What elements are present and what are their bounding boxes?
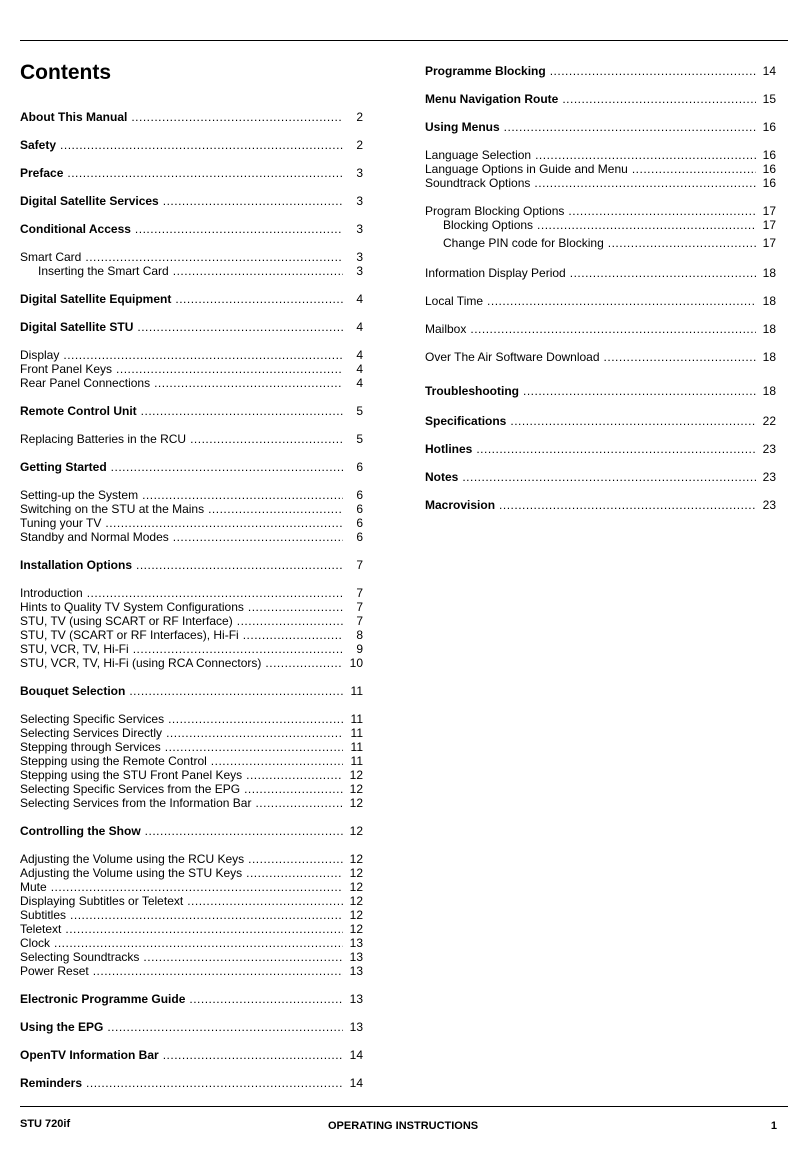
toc-entry [425, 294, 776, 308]
toc-entry-page: 12 [349, 908, 363, 922]
toc-entry-page: 11 [350, 740, 363, 754]
dot-leader [462, 470, 756, 484]
dot-leader [111, 460, 343, 474]
page-title: Contents [20, 61, 111, 84]
dot-leader [510, 414, 756, 428]
top-rule [20, 40, 788, 41]
toc-entry [20, 936, 363, 950]
toc-entry-page: 18 [762, 294, 776, 308]
toc-entry [20, 642, 363, 656]
toc-entry-title: Display [20, 348, 60, 362]
dot-leader [173, 264, 343, 278]
dot-leader [175, 292, 343, 306]
toc-entry [20, 558, 363, 572]
toc-entry-page: 13 [349, 1020, 363, 1034]
toc-entry [20, 1048, 363, 1062]
toc-entry-title: Standby and Normal Modes [20, 530, 169, 544]
toc-entry-title: Installation Options [20, 558, 133, 572]
toc-entry [20, 1076, 363, 1090]
toc-entry-page: 10 [349, 656, 363, 670]
toc-entry-title: Conditional Access [20, 222, 131, 236]
dot-leader [189, 992, 343, 1006]
toc-entry [425, 236, 776, 250]
toc-entry-page: 6 [356, 502, 363, 516]
toc-entry-page: 18 [762, 266, 776, 280]
dot-leader [93, 964, 343, 978]
dot-leader [141, 404, 343, 418]
toc-entry-page: 3 [356, 222, 363, 236]
toc-entry-title: Hints to Quality TV System Configurations [20, 600, 244, 614]
toc-entry-page: 7 [356, 586, 363, 600]
toc-entry-title: Change PIN code for Blocking [443, 236, 604, 250]
toc-entry-title: Setting-up the System [20, 488, 139, 502]
dot-leader [243, 628, 343, 642]
toc-entry-page: 13 [349, 950, 363, 964]
toc-entry-title: Remote Control Unit [20, 404, 137, 418]
toc-entry-title: Controlling the Show [20, 824, 141, 838]
toc-entry [20, 894, 363, 908]
dot-leader [142, 488, 343, 502]
toc-entry-page: 3 [356, 194, 363, 208]
toc-entry [425, 148, 776, 162]
toc-entry-title: About This Manual [20, 110, 128, 124]
toc-entry [20, 768, 363, 782]
toc-entry-title: Notes [425, 470, 459, 484]
toc-entry [425, 498, 776, 512]
toc-entry-title: Reminders [20, 1076, 83, 1090]
toc-entry-title: Stepping through Services [20, 740, 161, 754]
toc-entry-page: 11 [350, 726, 363, 740]
toc-entry-title: Rear Panel Connections [20, 376, 151, 390]
dot-leader [166, 726, 343, 740]
dot-leader [535, 148, 756, 162]
toc-entry [20, 754, 363, 768]
toc-entry-title: Specifications [425, 414, 507, 428]
dot-leader [131, 110, 343, 124]
toc-entry-title: Stepping using the Remote Control [20, 754, 207, 768]
toc-entry [425, 414, 776, 428]
toc-entry-title: Macrovision [425, 498, 496, 512]
toc-entry-title: Bouquet Selection [20, 684, 126, 698]
toc-entry [20, 166, 363, 180]
toc-entry-page: 13 [349, 936, 363, 950]
toc-entry-page: 5 [356, 404, 363, 418]
toc-entry [425, 64, 776, 78]
toc-entry [425, 442, 776, 456]
toc-entry [20, 516, 363, 530]
toc-entry-page: 4 [356, 292, 363, 306]
toc-entry [20, 712, 363, 726]
toc-entry [425, 384, 776, 398]
footer-page-number: 1 [770, 1120, 777, 1132]
toc-entry-title: Language Options in Guide and Menu [425, 162, 628, 176]
toc-entry-page: 17 [762, 236, 776, 250]
toc-entry-page: 16 [762, 176, 776, 190]
toc-entry-page: 15 [762, 92, 776, 106]
toc-entry-title: Front Panel Keys [20, 362, 113, 376]
toc-entry [20, 320, 363, 334]
toc-entry [20, 138, 363, 152]
toc-entry-title: Smart Card [20, 250, 82, 264]
dot-leader [65, 922, 343, 936]
dot-leader [70, 908, 343, 922]
toc-entry-page: 5 [356, 432, 363, 446]
toc-entry-page: 12 [349, 894, 363, 908]
dot-leader [211, 754, 343, 768]
toc-entry [425, 350, 776, 364]
toc-entry-page: 6 [356, 530, 363, 544]
dot-leader [504, 120, 756, 134]
toc-entry [425, 322, 776, 336]
dot-leader [248, 600, 343, 614]
toc-entry-title: Information Display Period [425, 266, 566, 280]
toc-entry-title: Menu Navigation Route [425, 92, 559, 106]
dot-leader [499, 498, 756, 512]
toc-entry-page: 11 [350, 754, 363, 768]
dot-leader [190, 432, 343, 446]
toc-entry [20, 614, 363, 628]
dot-leader [163, 1048, 343, 1062]
toc-entry-page: 3 [356, 166, 363, 180]
toc-entry-page: 12 [349, 782, 363, 796]
toc-entry-title: Displaying Subtitles or Teletext [20, 894, 184, 908]
dot-leader [143, 950, 343, 964]
dot-leader [145, 824, 343, 838]
toc-entry [425, 204, 776, 218]
dot-leader [137, 320, 343, 334]
toc-entry-title: Language Selection [425, 148, 532, 162]
toc-entry-page: 12 [349, 880, 363, 894]
dot-leader [570, 266, 756, 280]
dot-leader [632, 162, 756, 176]
toc-entry-title: Switching on the STU at the Mains [20, 502, 205, 516]
toc-entry-title: Clock [20, 936, 51, 950]
dot-leader [136, 558, 343, 572]
toc-entry-title: STU, TV (SCART or RF Interfaces), Hi-Fi [20, 628, 239, 642]
toc-entry-title: Selecting Specific Services [20, 712, 165, 726]
dot-leader [265, 656, 343, 670]
dot-leader [568, 204, 756, 218]
toc-entry-page: 12 [349, 922, 363, 936]
toc-entry [20, 1020, 363, 1034]
toc-entry [20, 250, 363, 264]
toc-entry [425, 266, 776, 280]
toc-entry [20, 264, 363, 278]
toc-entry-title: Digital Satellite STU [20, 320, 134, 334]
toc-entry-page: 14 [349, 1048, 363, 1062]
toc-entry-page: 17 [762, 204, 776, 218]
dot-leader [105, 516, 343, 530]
toc-entry [20, 110, 363, 124]
dot-leader [86, 1076, 343, 1090]
toc-entry-title: Using the EPG [20, 1020, 104, 1034]
dot-leader [476, 442, 756, 456]
dot-leader [470, 322, 756, 336]
toc-entry [20, 824, 363, 838]
toc-entry [20, 502, 363, 516]
toc-entry-title: Selecting Services from the Information Bar [20, 796, 252, 810]
toc-entry [20, 684, 363, 698]
dot-leader [187, 894, 343, 908]
toc-entry [20, 530, 363, 544]
toc-entry [425, 218, 776, 232]
toc-entry-page: 12 [349, 824, 363, 838]
toc-entry-page: 12 [349, 852, 363, 866]
toc-entry-page: 14 [762, 64, 776, 78]
toc-entry [20, 852, 363, 866]
toc-entry [20, 740, 363, 754]
toc-entry-page: 4 [356, 348, 363, 362]
toc-entry-page: 13 [349, 992, 363, 1006]
toc-entry-page: 4 [356, 376, 363, 390]
toc-entry [20, 348, 363, 362]
dot-leader [85, 250, 343, 264]
toc-entry [20, 656, 363, 670]
dot-leader [168, 712, 343, 726]
toc-entry-page: 23 [762, 470, 776, 484]
toc-entry [20, 194, 363, 208]
toc-entry [20, 362, 363, 376]
toc-entry-page: 22 [762, 414, 776, 428]
toc-entry-page: 16 [762, 148, 776, 162]
dot-leader [116, 362, 343, 376]
dot-leader [135, 222, 343, 236]
dot-leader [163, 194, 343, 208]
toc-entry [20, 222, 363, 236]
toc-entry-title: STU, VCR, TV, Hi-Fi (using RCA Connectors) [20, 656, 262, 670]
dot-leader [255, 796, 343, 810]
toc-entry-title: Digital Satellite Services [20, 194, 159, 208]
dot-leader [129, 684, 343, 698]
toc-entry-page: 11 [350, 684, 363, 698]
toc-entry-page: 9 [356, 642, 363, 656]
dot-leader [537, 218, 756, 232]
toc-entry-page: 12 [349, 768, 363, 782]
toc-entry [425, 162, 776, 176]
toc-entry-title: Selecting Soundtracks [20, 950, 140, 964]
toc-entry [20, 796, 363, 810]
dot-leader [246, 866, 343, 880]
toc-entry-title: Blocking Options [443, 218, 534, 232]
toc-entry-page: 7 [356, 558, 363, 572]
dot-leader [60, 138, 343, 152]
footer-model: STU 720if [20, 1118, 71, 1130]
dot-leader [246, 768, 343, 782]
dot-leader [133, 642, 343, 656]
toc-entry-title: STU, TV (using SCART or RF Interface) [20, 614, 233, 628]
toc-entry [20, 880, 363, 894]
toc-entry-page: 13 [349, 964, 363, 978]
dot-leader [237, 614, 343, 628]
toc-entry-title: Troubleshooting [425, 384, 519, 398]
toc-entry-title: Mute [20, 880, 47, 894]
toc-entry-title: Programme Blocking [425, 64, 546, 78]
toc-entry-title: Subtitles [20, 908, 67, 922]
toc-entry-page: 12 [349, 866, 363, 880]
toc-entry-title: Teletext [20, 922, 62, 936]
toc-entry [20, 586, 363, 600]
bottom-rule [20, 1106, 788, 1107]
toc-entry-title: Tuning your TV [20, 516, 102, 530]
toc-entry-page: 17 [762, 218, 776, 232]
dot-leader [534, 176, 756, 190]
toc-entry-page: 2 [356, 138, 363, 152]
toc-entry-page: 8 [356, 628, 363, 642]
dot-leader [54, 936, 343, 950]
toc-entry-page: 18 [762, 322, 776, 336]
toc-entry-title: Soundtrack Options [425, 176, 531, 190]
toc-entry [20, 726, 363, 740]
toc-entry-page: 7 [356, 614, 363, 628]
toc-entry-title: Getting Started [20, 460, 107, 474]
toc-entry-title: Adjusting the Volume using the STU Keys [20, 866, 243, 880]
dot-leader [550, 64, 756, 78]
dot-leader [487, 294, 756, 308]
toc-entry-page: 4 [356, 362, 363, 376]
dot-leader [523, 384, 756, 398]
dot-leader [562, 92, 756, 106]
toc-entry [20, 782, 363, 796]
toc-entry [20, 488, 363, 502]
toc-entry [20, 460, 363, 474]
dot-leader [87, 586, 343, 600]
toc-entry-title: Selecting Services Directly [20, 726, 163, 740]
toc-entry-title: Introduction [20, 586, 83, 600]
toc-entry [20, 292, 363, 306]
toc-entry-title: Adjusting the Volume using the RCU Keys [20, 852, 245, 866]
toc-entry-page: 11 [350, 712, 363, 726]
toc-entry [20, 950, 363, 964]
dot-leader [244, 782, 343, 796]
toc-entry-title: Program Blocking Options [425, 204, 565, 218]
toc-entry [20, 908, 363, 922]
toc-entry-page: 16 [762, 120, 776, 134]
toc-entry-title: Mailbox [425, 322, 467, 336]
toc-entry [20, 432, 363, 446]
toc-entry-title: Electronic Programme Guide [20, 992, 186, 1006]
dot-leader [154, 376, 343, 390]
dot-leader [173, 530, 343, 544]
dot-leader [51, 880, 343, 894]
toc-entry-title: Stepping using the STU Front Panel Keys [20, 768, 243, 782]
toc-entry-page: 23 [762, 442, 776, 456]
toc-entry-title: Selecting Specific Services from the EPG [20, 782, 241, 796]
toc-entry-page: 6 [356, 516, 363, 530]
dot-leader [248, 852, 343, 866]
toc-entry-title: Over The Air Software Download [425, 350, 600, 364]
toc-entry-page: 18 [762, 350, 776, 364]
toc-entry-page: 4 [356, 320, 363, 334]
toc-entry-page: 18 [762, 384, 776, 398]
toc-entry [20, 922, 363, 936]
toc-entry [425, 176, 776, 190]
toc-entry-page: 7 [356, 600, 363, 614]
toc-entry-page: 14 [349, 1076, 363, 1090]
dot-leader [604, 350, 756, 364]
toc-entry [20, 376, 363, 390]
dot-leader [208, 502, 343, 516]
dot-leader [608, 236, 756, 250]
toc-entry-page: 6 [356, 488, 363, 502]
toc-entry-title: Safety [20, 138, 57, 152]
toc-entry [425, 92, 776, 106]
toc-entry [20, 404, 363, 418]
toc-entry-title: Replacing Batteries in the RCU [20, 432, 187, 446]
toc-entry-page: 23 [762, 498, 776, 512]
toc-entry-page: 6 [356, 460, 363, 474]
toc-entry [20, 628, 363, 642]
toc-entry-page: 2 [356, 110, 363, 124]
toc-entry-title: STU, VCR, TV, Hi-Fi [20, 642, 129, 656]
dot-leader [107, 1020, 343, 1034]
toc-entry-page: 3 [356, 264, 363, 278]
toc-entry-title: Preface [20, 166, 64, 180]
toc-entry-title: Local Time [425, 294, 484, 308]
dot-leader [67, 166, 343, 180]
toc-entry-title: Using Menus [425, 120, 500, 134]
toc-entry-title: Hotlines [425, 442, 473, 456]
dot-leader [165, 740, 343, 754]
toc-entry-title: Digital Satellite Equipment [20, 292, 172, 306]
toc-entry [425, 120, 776, 134]
toc-entry [20, 964, 363, 978]
toc-entry-page: 16 [762, 162, 776, 176]
toc-entry [425, 470, 776, 484]
toc-entry [20, 866, 363, 880]
toc-entry [20, 600, 363, 614]
toc-entry [20, 992, 363, 1006]
toc-entry-title: Inserting the Smart Card [38, 264, 169, 278]
toc-entry-title: Power Reset [20, 964, 89, 978]
toc-entry-page: 3 [356, 250, 363, 264]
toc-entry-title: OpenTV Information Bar [20, 1048, 159, 1062]
footer-title: OPERATING INSTRUCTIONS [328, 1120, 479, 1132]
toc-entry-page: 12 [349, 796, 363, 810]
dot-leader [63, 348, 343, 362]
